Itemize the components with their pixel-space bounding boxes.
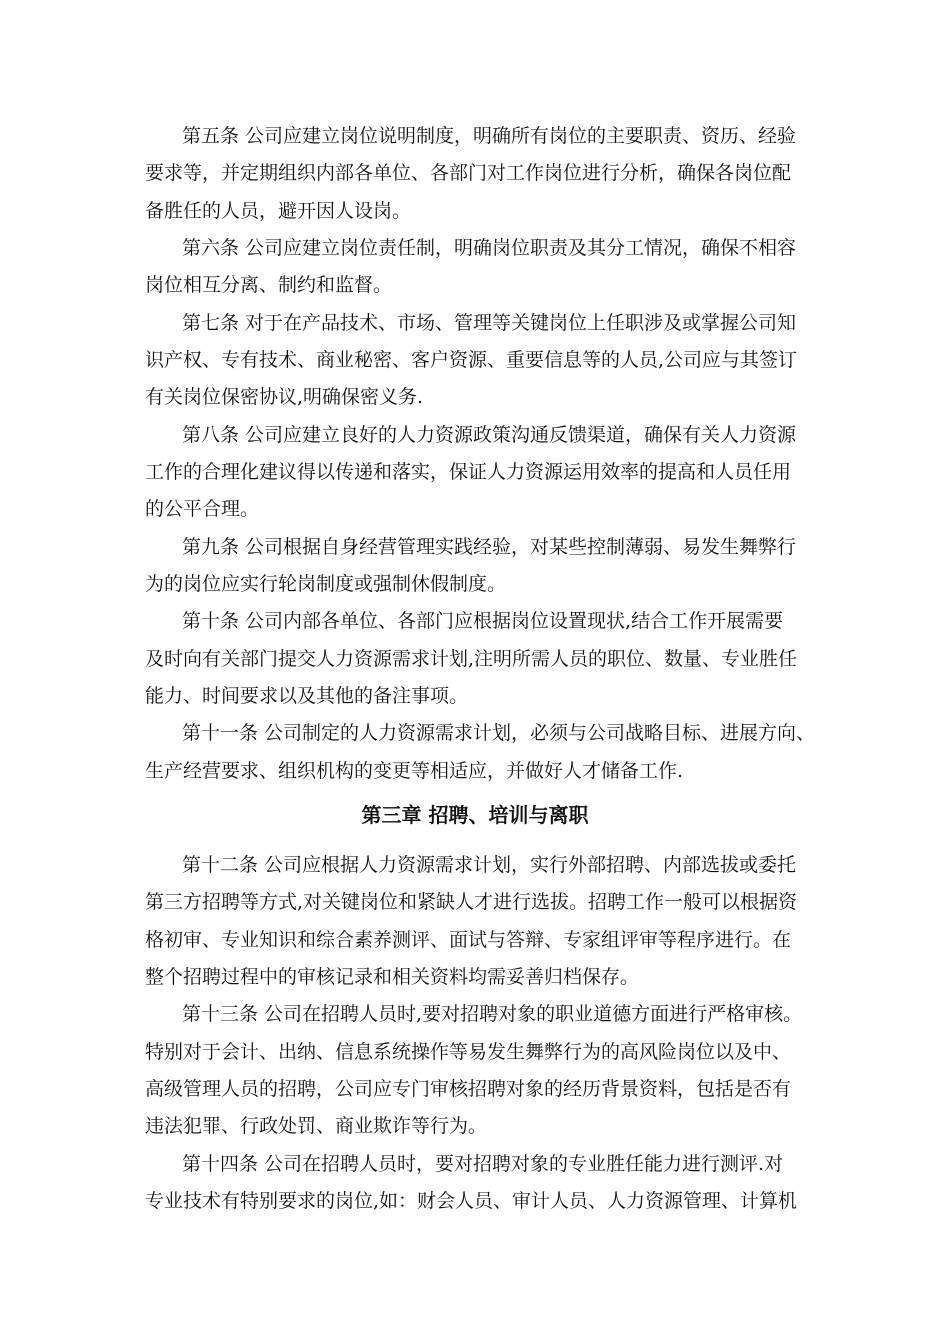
article-6-line-1: 第六条 公司应建立岗位责任制，明确岗位职责及其分工情况，确保不相容 (182, 237, 797, 259)
article-14-line-1: 第十四条 公司在招聘人员时，要对招聘对象的专业胜任能力进行测评.对 (182, 1153, 784, 1175)
article-7-line-1: 第七条 对于在产品技术、市场、管理等关键岗位上任职涉及或掌握公司知 (182, 312, 797, 334)
article-11-line-1: 第十一条 公司制定的人力资源需求计划，必须与公司战略目标、进展方向、 (182, 722, 816, 744)
article-13-line-3: 高级管理人员的招聘，公司应专门审核招聘对象的经历背景资料，包括是否有 (145, 1078, 792, 1100)
article-6-line-2: 岗位相互分离、制约和监督。 (145, 274, 393, 296)
article-12-line-4: 整个招聘过程中的审核记录和相关资料均需妥善归档保存。 (145, 966, 640, 988)
article-9-line-1: 第九条 公司根据自身经营管理实践经验，对某些控制薄弱、易发生舞弊行 (182, 536, 797, 558)
article-5-line-1: 第五条 公司应建立岗位说明制度，明确所有岗位的主要职责、资历、经验 (182, 125, 797, 147)
article-5-line-3: 备胜任的人员，避开因人设岗。 (145, 200, 412, 222)
article-7-line-2: 识产权、专有技术、商业秘密、客户资源、重要信息等的人员,公司应与其签订 (145, 349, 798, 371)
article-8-line-2: 工作的合理化建议得以传递和落实，保证人力资源运用效率的提高和人员任用 (145, 461, 792, 483)
article-13-line-4: 违法犯罪、行政处罚、商业欺诈等行为。 (145, 1115, 488, 1137)
article-14-line-2: 专业技术有特别要求的岗位,如：财会人员、审计人员、人力资源管理、计算机 (145, 1190, 798, 1212)
article-9-line-2: 为的岗位应实行轮岗制度或强制休假制度。 (145, 573, 507, 595)
article-8-line-1: 第八条 公司应建立良好的人力资源政策沟通反馈渠道，确保有关人力资源 (182, 424, 797, 446)
article-10-line-3: 能力、时间要求以及其他的备注事项。 (145, 685, 469, 707)
article-12-line-2: 第三方招聘等方式,对关键岗位和紧缺人才进行选拔。招聘工作一般可以根据资 (145, 891, 798, 913)
article-10-line-2: 及时向有关部门提交人力资源需求计划,注明所需人员的职位、数量、专业胜任 (145, 648, 798, 670)
chapter-heading: 第三章 招聘、培训与离职 (361, 803, 589, 827)
article-13-line-2: 特别对于会计、出纳、信息系统操作等易发生舞弊行为的高风险岗位以及中、 (145, 1041, 792, 1063)
article-12-line-3: 格初审、专业知识和综合素养测评、面试与答辩、专家组评审等程序进行。在 (145, 929, 792, 951)
article-8-line-3: 的公平合理。 (145, 498, 260, 520)
article-5-line-2: 要求等，并定期组织内部各单位、各部门对工作岗位进行分析，确保各岗位配 (145, 162, 792, 184)
article-11-line-2: 生产经营要求、组织机构的变更等相适应，并做好人才储备工作. (145, 760, 684, 782)
article-13-line-1: 第十三条 公司在招聘人员时,要对招聘对象的职业道德方面进行严格审核。 (182, 1003, 803, 1025)
article-7-line-3: 有关岗位保密协议,明确保密义务. (145, 386, 424, 408)
article-12-line-1: 第十二条 公司应根据人力资源需求计划，实行外部招聘、内部选拔或委托 (182, 854, 797, 876)
article-10-line-1: 第十条 公司内部各单位、各部门应根据岗位设置现状,结合工作开展需要 (182, 610, 784, 632)
